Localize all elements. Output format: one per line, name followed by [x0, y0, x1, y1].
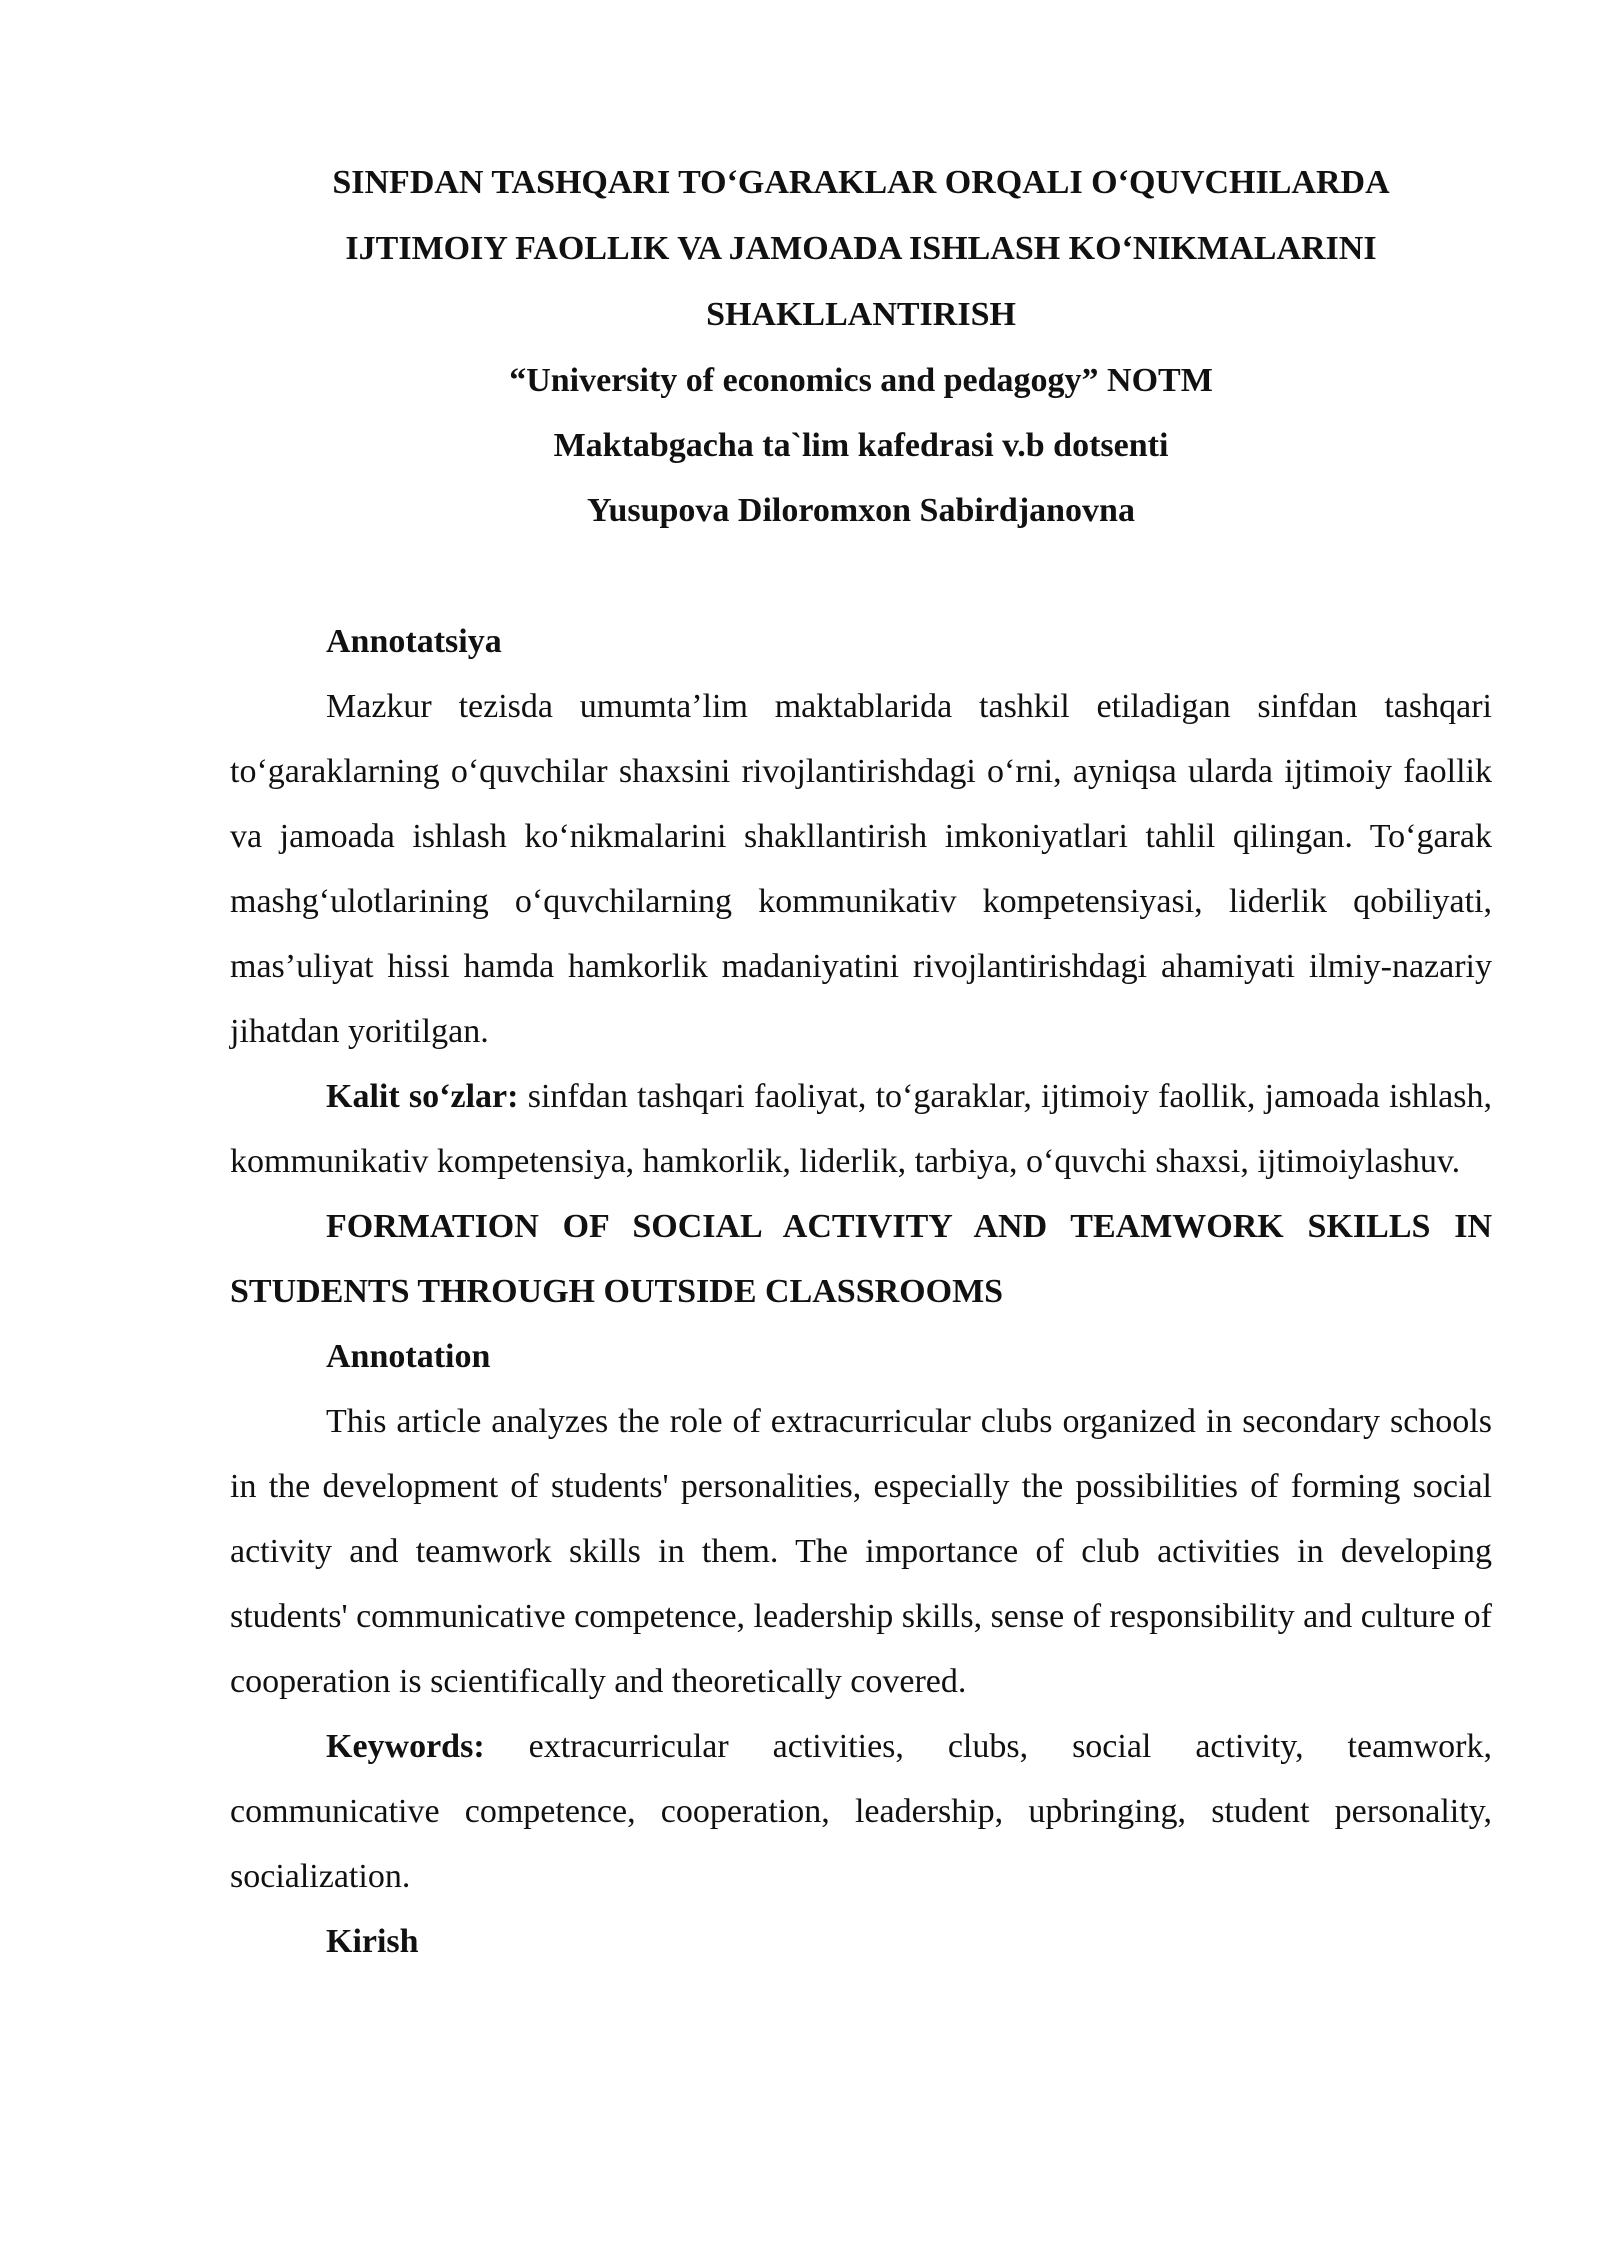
en-keywords-label: Keywords: [326, 1728, 485, 1765]
en-keywords-text: extracurricular activities, clubs, social activity, teamwork, communicative competence, cooperation, leadership, upbringing, student personality, socialization. [230, 1728, 1492, 1895]
en-abstract-text: This article analyzes the role of extracurricular clubs organized in secondary schools in the development of students' personalities, especially the possibilities of forming social activity and teamwork skills in them. The importance of club activities in developing students' communicative competence, leadership skills, sense of responsibility and culture of cooperation is scientifically and theoretically covered. [230, 1403, 1492, 1700]
affiliation-department: Maktabgacha ta`lim kafedrasi v.b dotsenti [553, 427, 1169, 464]
uz-abstract-text: Mazkur tezisda umumta’lim maktablarida tashkil etiladigan sinfdan tashqari to‘garaklarning o‘quvchilar shaxsini rivojlantirishdagi o‘rni, ayniqsa ularda ijtimoiy faollik va jamoada ishlash ko‘nikmalarini shakllantirish imkoniyatlari tahlil qilingan. To‘garak mashg‘ulotlarining o‘quvchilarning kommunikativ kompetensiyasi, liderlik qobiliyati, mas’uliyat hissi hamda hamkorlik madaniyatini rivojlantirishdagi ahamiyati ilmiy-nazariy jihatdan yoritilgan. [230, 688, 1492, 1050]
document-page [230, 150, 1492, 1974]
en-keywords [230, 1714, 1492, 1909]
intro-heading: Kirish [326, 1923, 419, 1960]
en-abstract-heading: Annotation [326, 1338, 491, 1375]
paper-title-line-2: IJTIMOIY FAOLLIK VA JAMOADA ISHLASH KO‘NIKMALARINI [345, 230, 1377, 267]
uz-abstract-heading: Annotatsiya [326, 623, 502, 660]
uz-keywords-text: sinfdan tashqari faoliyat, to‘garaklar, ijtimoiy faollik, jamoada ishlash, kommunikativ kompetensiya, hamkorlik, liderlik, tarbiya, o‘quvchi shaxsi, ijtimoiylashuv. [230, 1078, 1493, 1180]
en-paper-title: FORMATION OF SOCIAL ACTIVITY AND TEAMWORK SKILLS IN STUDENTS THROUGH OUTSIDE CLASSROOMS [230, 1208, 1492, 1310]
author-name: Yusupova Diloromxon Sabirdjanovna [587, 492, 1135, 529]
paper-title-line-1: SINFDAN TASHQARI TO‘GARAKLAR ORQALI O‘QUVCHILARDA [332, 164, 1390, 201]
uz-keywords [230, 1064, 1492, 1194]
spacer [230, 543, 1492, 609]
paper-title-line-3: SHAKLLANTIRISH [706, 296, 1016, 333]
affiliation-university: “University of economics and pedagogy” NOTM [509, 362, 1213, 399]
uz-keywords-label: Kalit so‘zlar: [326, 1078, 519, 1115]
